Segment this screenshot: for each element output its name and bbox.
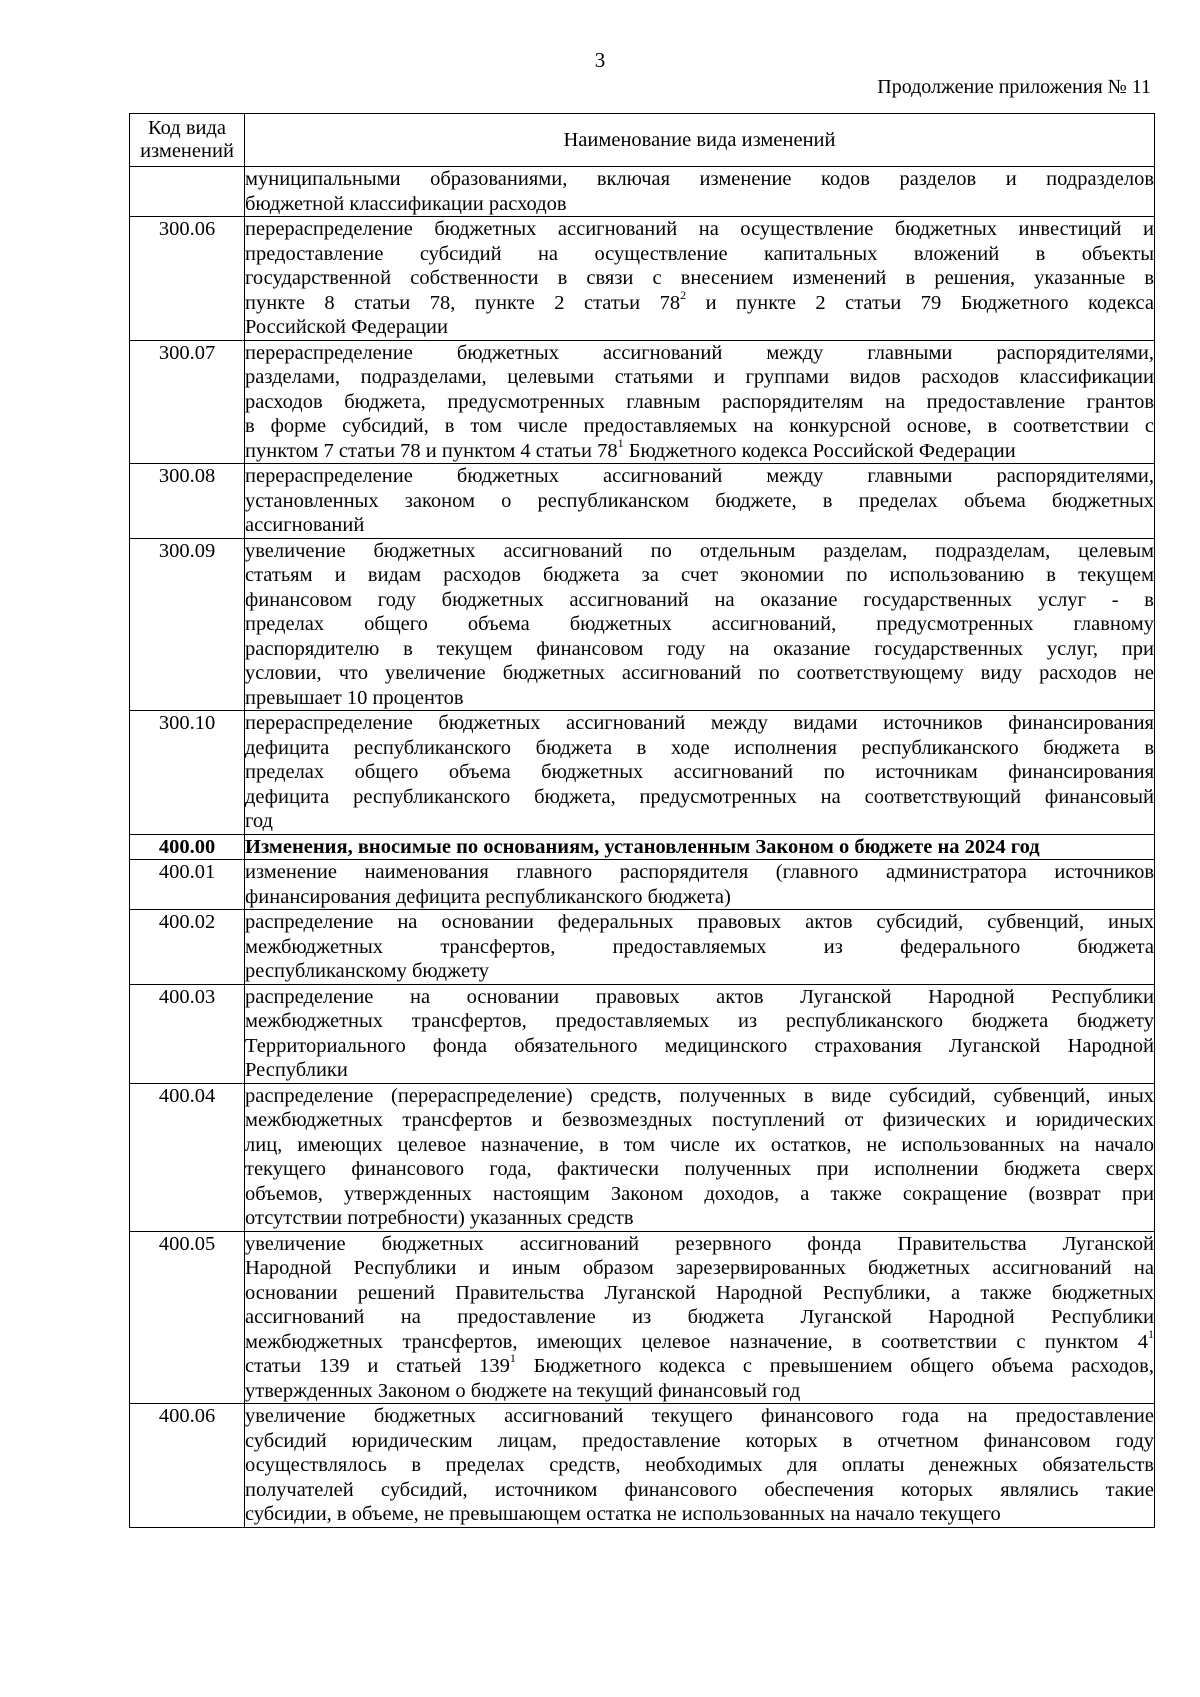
table-row — [130, 538, 1155, 711]
description-line: Народной Республики и иным образом зарезервированных бюджетных ассигнований на — [245, 1257, 1154, 1279]
row-description — [245, 1404, 1155, 1528]
description-line: отсутствии потребности) указанных средств — [245, 1207, 634, 1229]
description-line: статьям и видам расходов бюджета за счет экономии по использованию в текущем — [245, 564, 1154, 586]
table-row — [130, 984, 1155, 1083]
description-line: Изменения, вносимые по основаниям, установленным Законом о бюджете на 2024 год — [245, 835, 1040, 858]
row-description — [245, 860, 1155, 910]
description-line: субсидии, в объеме, не превышающем остатка не использованных на начало текущего — [245, 1503, 1001, 1525]
description-line: ассигнований на предоставление из бюджета Луганской Народной Республики — [245, 1306, 1154, 1328]
row-code: 400.00 — [130, 834, 245, 860]
row-description — [245, 340, 1155, 464]
description-line: перераспределение бюджетных ассигнований между главными распорядителями, — [245, 341, 1154, 364]
description-line: превышает 10 процентов — [245, 686, 464, 709]
row-description — [245, 984, 1155, 1083]
row-code: 300.09 — [130, 538, 245, 711]
changes-table — [129, 113, 1155, 1528]
description-line: республиканскому бюджету — [245, 960, 490, 982]
table-row — [130, 464, 1155, 539]
description-line: перераспределение бюджетных ассигнований между видами источников финансирования — [245, 712, 1154, 734]
description-line: утвержденных Законом о бюджете на текущий финансовый год — [245, 1379, 801, 1402]
row-description — [245, 910, 1155, 985]
row-code: 400.06 — [130, 1404, 245, 1528]
appendix-continuation-label: Продолжение приложения № 11 — [877, 76, 1151, 98]
description-line: межбюджетных трансфертов, имеющих целевое назначение, в соответствии с пунктом $4^1$ — [245, 1326, 1154, 1353]
description-line: субсидий юридическим лицам, предоставление которых в отчетном финансовом году — [245, 1429, 1154, 1452]
description-line: осуществлялось в пределах средств, необходимых для оплаты денежных обязательств — [245, 1454, 1154, 1476]
description-line: основании решений Правительства Луганской Народной Республики, а также бюджетных — [245, 1281, 1154, 1304]
row-code: 300.06 — [130, 217, 245, 341]
table-row — [130, 340, 1155, 464]
description-line: Российской Федерации — [245, 316, 448, 338]
description-line: финансирования дефицита республиканского бюджета) — [245, 885, 731, 908]
description-line: получателей субсидий, источником финансового обеспечения которых являлись такие — [245, 1478, 1154, 1501]
header-name: Наименование вида изменений — [245, 114, 1155, 167]
description-line: распорядителю в текущем финансовом году на оказание государственных услуг, при — [245, 637, 1154, 660]
row-code: 400.01 — [130, 860, 245, 910]
row-description — [245, 217, 1155, 341]
description-line: предоставление субсидий на осуществление капитальных вложений в объекты — [245, 242, 1154, 265]
description-line: дефицита республиканского бюджета, предусмотренных на соответствующий финансовый — [245, 785, 1154, 808]
row-code: 400.04 — [130, 1083, 245, 1231]
description-line: пунктом 7 статьи 78 и пунктом 4 статьи $78^1$ Бюджетного кодекса Российской Федерации — [245, 435, 1016, 462]
description-line: муниципальными образованиями, включая изменение кодов разделов и подразделов — [245, 168, 1154, 190]
description-line: изменение наименования главного распорядителя (главного администратора источников — [245, 861, 1154, 883]
description-line: лиц, имеющих целевое назначение, в том числе их остатков, не использованных на начало — [245, 1133, 1154, 1156]
description-line: текущего финансового года, фактически полученных при исполнении бюджета сверх — [245, 1158, 1154, 1180]
description-line: бюджетной классификации расходов — [245, 192, 567, 215]
description-line: в форме субсидий, в том числе предоставляемых на конкурсной основе, в соответствии с — [245, 415, 1154, 437]
description-line: распределение на основании федеральных правовых актов субсидий, субвенций, иных — [245, 911, 1154, 933]
description-line: объемов, утвержденных настоящим Законом доходов, а также сокращение (возврат при — [245, 1182, 1154, 1205]
table-row — [130, 1231, 1155, 1404]
table-row — [130, 1083, 1155, 1231]
description-line: межбюджетных трансфертов, предоставляемых из республиканского бюджета бюджету — [245, 1010, 1154, 1032]
description-line: перераспределение бюджетных ассигнований между главными распорядителями, — [245, 465, 1154, 487]
description-line: финансовом году бюджетных ассигнований на оказание государственных услуг - в — [245, 588, 1154, 611]
table-header-row — [130, 114, 1155, 167]
row-description — [245, 834, 1155, 860]
row-code: 300.07 — [130, 340, 245, 464]
description-line: пределах общего объема бюджетных ассигнований, предусмотренных главному — [245, 613, 1154, 635]
description-line: разделами, подразделами, целевыми статьями и группами видов расходов классификации — [245, 366, 1154, 388]
row-code: 300.08 — [130, 464, 245, 539]
header-code: Код вида изменений — [130, 114, 245, 167]
description-line: перераспределение бюджетных ассигнований на осуществление бюджетных инвестиций и — [245, 218, 1154, 240]
table-row — [130, 711, 1155, 835]
description-line: Территориального фонда обязательного медицинского страхования Луганской Народной — [245, 1034, 1154, 1057]
row-code — [130, 167, 245, 217]
description-line: установленных законом о республиканском бюджете, в пределах объема бюджетных — [245, 489, 1154, 512]
description-line: распределение на основании правовых актов Луганской Народной Республики — [245, 985, 1154, 1008]
row-description — [245, 1231, 1155, 1404]
description-line: пределах общего объема бюджетных ассигнований по источникам финансирования — [245, 761, 1154, 783]
row-description — [245, 1083, 1155, 1231]
description-line: увеличение бюджетных ассигнований по отдельным разделам, подразделам, целевым — [245, 539, 1154, 562]
table-body — [130, 167, 1155, 1528]
description-line: распределение (перераспределение) средств, полученных в виде субсидий, субвенций, иных — [245, 1084, 1154, 1107]
description-line: ассигнований — [245, 514, 365, 536]
row-code: 400.02 — [130, 910, 245, 985]
row-description — [245, 538, 1155, 711]
page-number: 3 — [594, 48, 606, 72]
description-line: межбюджетных трансфертов и безвозмездных поступлений от физических и юридических — [245, 1109, 1154, 1131]
row-code: 300.10 — [130, 711, 245, 835]
row-code: 400.05 — [130, 1231, 245, 1404]
description-line: статьи 139 и статьей $139^1$ Бюджетного кодекса с превышением общего объема расходов, — [245, 1351, 1154, 1377]
table-row — [130, 860, 1155, 910]
description-line: пункте 8 статьи 78, пункте 2 статьи $78^2$ и пункте 2 статьи 79 Бюджетного кодекса — [245, 287, 1154, 314]
table-row — [130, 167, 1155, 217]
description-line: увеличение бюджетных ассигнований текущего финансового года на предоставление — [245, 1405, 1154, 1427]
row-description — [245, 711, 1155, 835]
row-code: 400.03 — [130, 984, 245, 1083]
row-description — [245, 464, 1155, 539]
table-row — [130, 834, 1155, 860]
description-line: государственной собственности в связи с внесением изменений в решения, указанные в — [245, 267, 1154, 289]
description-line: год — [245, 810, 273, 832]
description-line: межбюджетных трансфертов, предоставляемых из федерального бюджета — [245, 935, 1154, 958]
description-line: условии, что увеличение бюджетных ассигнований по соответствующему виду расходов не — [245, 662, 1154, 684]
table-row — [130, 217, 1155, 341]
description-line: увеличение бюджетных ассигнований резервного фонда Правительства Луганской — [245, 1232, 1154, 1255]
table-row — [130, 1404, 1155, 1528]
description-line: Республики — [245, 1059, 348, 1081]
description-line: дефицита республиканского бюджета в ходе исполнения республиканского бюджета в — [245, 736, 1154, 759]
row-description — [245, 167, 1155, 217]
table-row — [130, 910, 1155, 985]
description-line: расходов бюджета, предусмотренных главным распорядителям на предоставление грантов — [245, 390, 1154, 413]
